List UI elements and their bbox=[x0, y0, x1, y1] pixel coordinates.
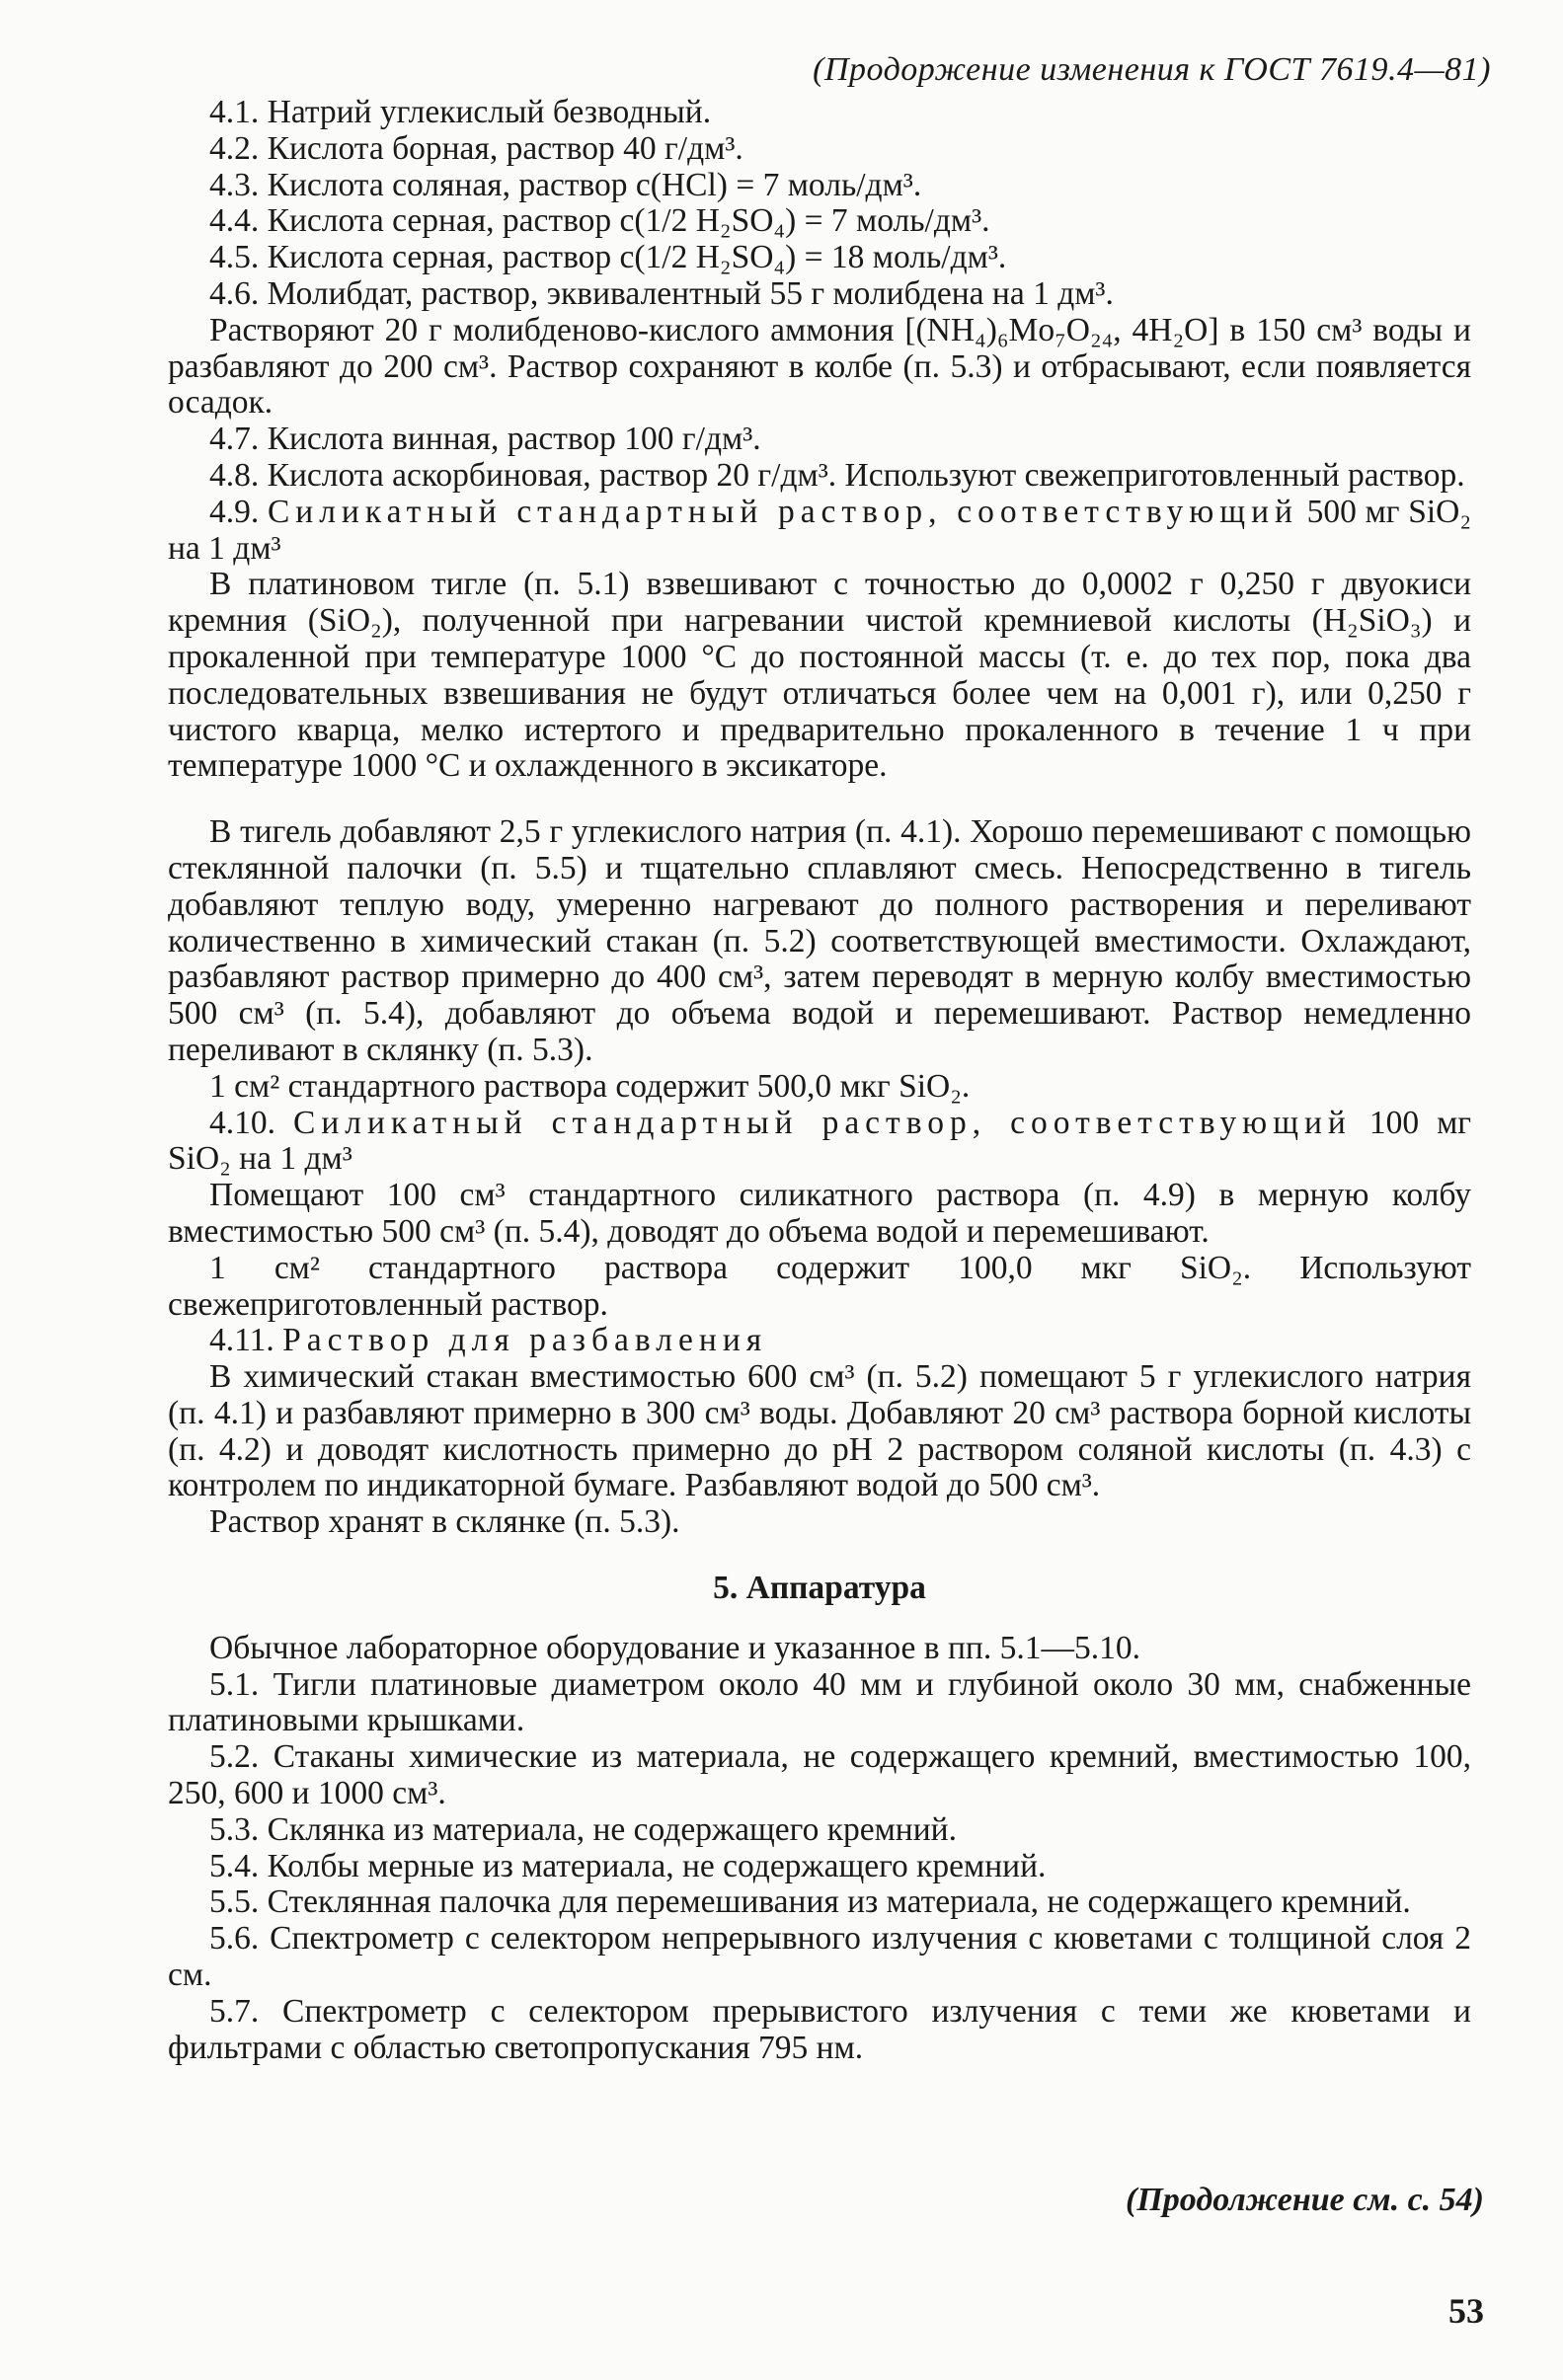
paragraph-4-11-a: В химический стакан вместимостью 600 см³ (п. 5.2) помещают 5 г углекислого натрия (п. 4.1) и разбавляют примерно в 300 см³ воды. Добавляют 20 см³ раствора борной кислоты (п. 4.2) и доводят кислотность примерно до pH 2 раствором соляной кислоты (п. 4.3) с контролем по индикаторной бумаге. Разбавляют водой до 500 см³. bbox=[168, 1358, 1471, 1504]
page-header: (Продоржение изменения к ГОСТ 7619.4—81) bbox=[813, 51, 1491, 88]
apparatus-item-5-2: 5.2. Стаканы химические из материала, не содержащего кремний, вместимостью 100, 250, 600 и 1000 см³. bbox=[168, 1738, 1471, 1812]
item-4-11-heading bbox=[168, 1323, 1471, 1359]
item-4-8: 4.8. Кислота аскорбиновая, раствор 20 г/дм³. Используют свежеприготовленный раствор. bbox=[209, 456, 1465, 494]
item-4-7: 4.7. Кислота винная, раствор 100 г/дм³. bbox=[209, 421, 761, 458]
apparatus-item-5-4: 5.4. Колбы мерные из материала, не содержащего кремний. bbox=[209, 1847, 1047, 1884]
item-4-6: 4.6. Молибдат, раствор, эквивалентный 55 г молибдена на 1 дм³. bbox=[209, 274, 1114, 312]
item-4-11-number: 4.11. bbox=[209, 1322, 274, 1359]
item-4-2: 4.2. Кислота борная, раствор 40 г/дм³. bbox=[209, 129, 743, 167]
apparatus-item-5-3: 5.3. Склянка из материала, не содержащего кремний. bbox=[209, 1810, 957, 1848]
apparatus-intro: Обычное лабораторное оборудование и указанное в пп. 5.1—5.10. bbox=[209, 1629, 1140, 1666]
item-4-9-rest: 500 мг SiO₂ на 1 дм³ bbox=[168, 493, 1471, 567]
apparatus-item-5-1: 5.1. Тигли платиновые диаметром около 40 мм и глубиной около 30 мм, снабженные платиновыми крышками. bbox=[168, 1665, 1471, 1739]
item-4-9-number: 4.9. bbox=[209, 493, 260, 530]
item-4-4: 4.4. Кислота серная, раствор c(1/2 H₂SO₄) = 7 моль/дм³. bbox=[209, 202, 990, 240]
item-4-3: 4.3. Кислота соляная, раствор c(HCl) = 7 моль/дм³. bbox=[209, 166, 922, 203]
paragraph-4-10-b: 1 см² стандартного раствора содержит 100,0 мкг SiO₂. Используют свежеприготовленный раствор. bbox=[168, 1249, 1471, 1323]
item-4-10-title: Силикатный стандартный раствор, соответствующий bbox=[292, 1104, 1352, 1141]
item-4-10-number: 4.10. bbox=[209, 1104, 275, 1141]
item-4-9-title: Силикатный стандартный раствор, соответствующий bbox=[267, 493, 1298, 530]
paragraph-4-9-b: В тигель добавляют 2,5 г углекислого натрия (п. 4.1). Хорошо перемешивают с помощью стеклянной палочки (п. 5.5) и тщательно сплавляют смесь. Непосредственно в тигель добавляют теплую воду, умеренно нагревают до полного растворения и переливают количественно в химический стакан (п. 5.2) соответствующей вместимости. Охлаждают, разбавляют раствор примерно до 400 см³, затем переводят в мерную колбу вместимостью 500 см³ (п. 5.4), добавляют до объема водой и перемешивают. Раствор немедленно переливают в склянку (п. 5.3). bbox=[168, 813, 1471, 1068]
page-number: 53 bbox=[1448, 2291, 1484, 2331]
apparatus-item-5-7: 5.7. Спектрометр с селектором прерывистого излучения с теми же кюветами и фильтрами с областью светопропускания 795 нм. bbox=[168, 1992, 1471, 2066]
item-4-10-heading bbox=[168, 1106, 1471, 1179]
paragraph-4-10-a: Помещают 100 см³ стандартного силикатного раствора (п. 4.9) в мерную колбу вместимостью 500 см³ (п. 5.4), доводят до объема водой и перемешивают. bbox=[168, 1177, 1471, 1250]
document-body bbox=[168, 95, 1471, 2066]
item-4-9-heading bbox=[168, 495, 1471, 568]
item-4-10-rest: 100 мг SiO₂ на 1 дм³ bbox=[168, 1104, 1472, 1178]
paragraph-4-9-a: В платиновом тигле (п. 5.1) взвешивают с точностью до 0,0002 г 0,250 г двуокиси кремния (SiO₂), полученной при нагревании чистой кремниевой кислоты (H₂SiO₃) и прокаленной при температуре 1000 °С до постоянной массы (т. е. до тех пор, пока два последовательных взвешивания не будут отличаться более чем на 0,001 г), или 0,250 г чистого кварца, мелко истертого и предварительно прокаленного в течение 1 ч при температуре 1000 °С и охлажденного в эксикаторе. bbox=[168, 566, 1471, 785]
apparatus-item-5-6: 5.6. Спектрометр с селектором непрерывного излучения с кюветами с толщиной слоя 2 см. bbox=[168, 1920, 1471, 1994]
item-4-11-title: Раствор для разбавления bbox=[282, 1322, 768, 1359]
paragraph-4-9-c: 1 см² стандартного раствора содержит 500,0 мкг SiO₂. bbox=[209, 1067, 971, 1105]
paragraph-4-6-body: Растворяют 20 г молибденово-кислого аммония [(NH₄)₆Mo₇O₂₄, 4H₂O] в 150 см³ воды и разбавляют до 200 см³. Раствор сохраняют в колбе (п. 5.3) и отбрасывают, если появляется осадок. bbox=[168, 311, 1471, 422]
item-4-1: 4.1. Натрий углекислый безводный. bbox=[209, 94, 712, 130]
apparatus-item-5-5: 5.5. Стеклянная палочка для перемешивания из материала, не содержащего кремний. bbox=[209, 1883, 1411, 1921]
continuation-note: (Продолжение см. с. 54) bbox=[1126, 2182, 1484, 2218]
section-title-apparatus: 5. Аппаратура bbox=[713, 1570, 926, 1607]
item-4-5: 4.5. Кислота серная, раствор c(1/2 H₂SO₄) = 18 моль/дм³. bbox=[209, 239, 1007, 276]
paragraph-4-11-b: Раствор хранят в склянке (п. 5.3). bbox=[209, 1503, 680, 1541]
